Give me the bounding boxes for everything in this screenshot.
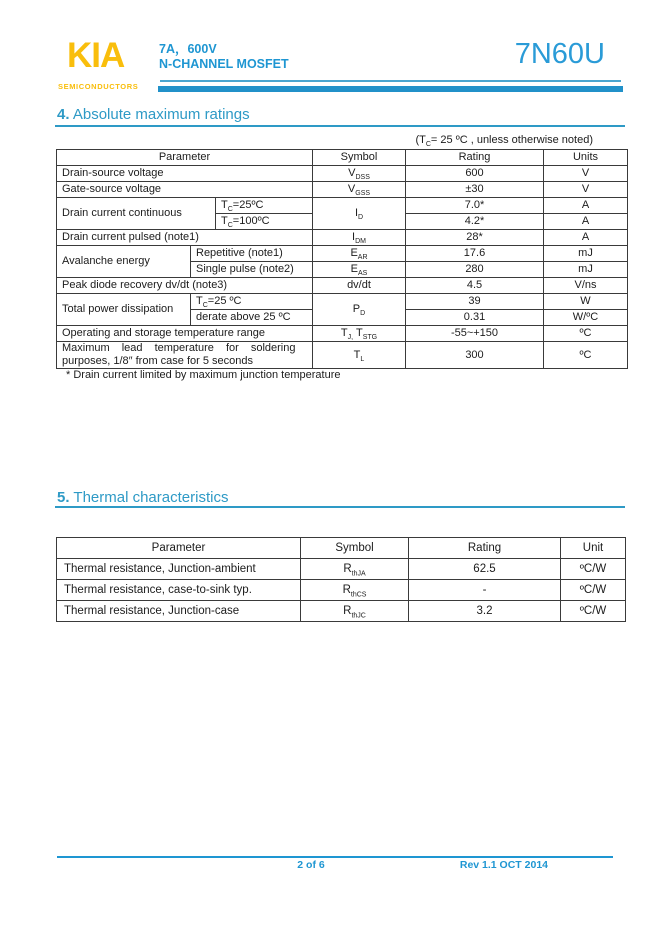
- logo-subtext: SEMICONDUCTORS: [58, 82, 139, 91]
- table-row: [57, 294, 628, 310]
- table-row: [57, 326, 628, 342]
- table-footnote: * Drain current limited by maximum junction temperature: [66, 369, 341, 381]
- rating-cell: 300: [406, 342, 544, 369]
- condition-cell: $T_C=100ºC$: [216, 214, 313, 230]
- symbol-cell: $E_{AR}$: [313, 246, 406, 262]
- unit-cell: ºC/W: [561, 559, 626, 580]
- header-rule-thin: [160, 80, 621, 82]
- unit-cell: V: [544, 182, 628, 198]
- header-rule-thick: [158, 86, 623, 92]
- section4-underline: [55, 125, 625, 127]
- table-row: [57, 342, 628, 369]
- symbol-cell: $V_{GSS}$: [313, 182, 406, 198]
- col-header-symbol: Symbol: [313, 150, 406, 166]
- page-indicator: 2 of 6: [297, 859, 325, 871]
- table-row: [57, 182, 628, 198]
- unit-cell: ºC/W: [561, 601, 626, 622]
- col-header-parameter: Parameter: [57, 150, 313, 166]
- thermal-header-row: [57, 538, 626, 559]
- revision-label: Rev 1.1 OCT 2014: [459, 859, 548, 871]
- table-row: [57, 559, 626, 580]
- section5-underline: [55, 506, 625, 508]
- table-row: [57, 246, 628, 262]
- unit-cell: A: [544, 198, 628, 214]
- rating-cell: 28*: [406, 230, 544, 246]
- param-cell: Operating and storage temperature range: [57, 326, 313, 342]
- param-cell: Total power dissipation: [57, 294, 191, 326]
- rating-cell: 600: [406, 166, 544, 182]
- condition-cell: Repetitive (note1): [191, 246, 313, 262]
- symbol-cell: $R_{thJC}$: [301, 601, 409, 622]
- col-header-rating: Rating: [406, 150, 544, 166]
- unit-cell: W/ºC: [544, 310, 628, 326]
- table-row: [57, 580, 626, 601]
- table-row: [57, 601, 626, 622]
- device-summary: [159, 42, 289, 72]
- param-cell: Drain-source voltage: [57, 166, 313, 182]
- rating-cell: ±30: [406, 182, 544, 198]
- col-header-parameter: Parameter: [57, 538, 301, 559]
- param-cell: Thermal resistance, case-to-sink typ.: [57, 580, 301, 601]
- param-cell: Thermal resistance, Junction-ambient: [57, 559, 301, 580]
- table-row: [57, 230, 628, 246]
- lead-temp-line2: purposes, 1/8″ from case for 5 seconds: [62, 355, 253, 367]
- condition-note-pre: (T: [415, 134, 426, 146]
- section5-title: [57, 489, 228, 506]
- table-row: [57, 198, 628, 214]
- param-cell: Thermal resistance, Junction-case: [57, 601, 301, 622]
- table-row: [57, 278, 628, 294]
- symbol-cell: $V_{DSS}$: [313, 166, 406, 182]
- condition-note-post: = 25 ºC , unless otherwise noted): [430, 134, 593, 146]
- param-cell: Drain current continuous: [57, 198, 216, 230]
- condition-cell: Single pulse (note2): [191, 262, 313, 278]
- param-cell: Avalanche energy: [57, 246, 191, 278]
- lead-temp-line1: Maximum lead temperature for soldering: [62, 342, 296, 354]
- condition-note: [380, 134, 593, 149]
- col-header-units: Units: [544, 150, 628, 166]
- unit-cell: A: [544, 230, 628, 246]
- param-cell: Drain current pulsed (note1): [57, 230, 313, 246]
- condition-cell: derate above 25 ºC: [191, 310, 313, 326]
- param-cell: Gate-source voltage: [57, 182, 313, 198]
- absolute-maximum-ratings-table: [56, 149, 628, 369]
- section4-number: 4.: [57, 106, 70, 123]
- symbol-cell: $T_{J,}$ $T_{STG}$: [313, 326, 406, 342]
- unit-cell: mJ: [544, 262, 628, 278]
- rating-cell: 7.0*: [406, 198, 544, 214]
- rating-cell: -: [409, 580, 561, 601]
- rating-cell: 4.2*: [406, 214, 544, 230]
- rating-cell: 4.5: [406, 278, 544, 294]
- unit-cell: W: [544, 294, 628, 310]
- part-number: 7N60U: [514, 38, 605, 70]
- table-row: [57, 166, 628, 182]
- symbol-cell: $T_L$: [313, 342, 406, 369]
- col-header-unit: Unit: [561, 538, 626, 559]
- rating-cell: 0.31: [406, 310, 544, 326]
- col-header-rating: Rating: [409, 538, 561, 559]
- symbol-cell: $R_{thJA}$: [301, 559, 409, 580]
- device-type: N-CHANNEL MOSFET: [159, 57, 289, 71]
- condition-note-sub: C: [425, 141, 431, 149]
- rating-cell: 280: [406, 262, 544, 278]
- unit-cell: V/ns: [544, 278, 628, 294]
- unit-cell: V: [544, 166, 628, 182]
- condition-cell: $T_C=25$ ºC: [191, 294, 313, 310]
- unit-cell: ºC: [544, 342, 628, 369]
- rating-cell: 17.6: [406, 246, 544, 262]
- rating-cell: 3.2: [409, 601, 561, 622]
- symbol-cell: $I_D$: [313, 198, 406, 230]
- symbol-cell: $R_{thCS}$: [301, 580, 409, 601]
- symbol-cell: dv/dt: [313, 278, 406, 294]
- unit-cell: ºC/W: [561, 580, 626, 601]
- thermal-characteristics-table: [56, 537, 626, 622]
- param-cell: [57, 342, 313, 369]
- section4-title-text: Absolute maximum ratings: [69, 106, 250, 123]
- param-cell: Peak diode recovery dv/dt (note3): [57, 278, 313, 294]
- kia-logo: KIA: [67, 36, 125, 75]
- section4-title: [57, 106, 250, 123]
- symbol-cell: $E_{AS}$: [313, 262, 406, 278]
- amr-header-row: [57, 150, 628, 166]
- condition-cell: $T_C=25ºC$: [216, 198, 313, 214]
- col-header-symbol: Symbol: [301, 538, 409, 559]
- symbol-cell: $P_D$: [313, 294, 406, 326]
- rating-cell: 62.5: [409, 559, 561, 580]
- unit-cell: A: [544, 214, 628, 230]
- symbol-cell: $I_{DM}$: [313, 230, 406, 246]
- rating-cell: 39: [406, 294, 544, 310]
- unit-cell: mJ: [544, 246, 628, 262]
- device-rating: 7A，600V: [159, 42, 217, 56]
- footer-rule: [57, 856, 613, 858]
- section5-number: 5.: [57, 489, 70, 506]
- section5-title-text: Thermal characteristics: [69, 489, 229, 506]
- rating-cell: -55~+150: [406, 326, 544, 342]
- unit-cell: ºC: [544, 326, 628, 342]
